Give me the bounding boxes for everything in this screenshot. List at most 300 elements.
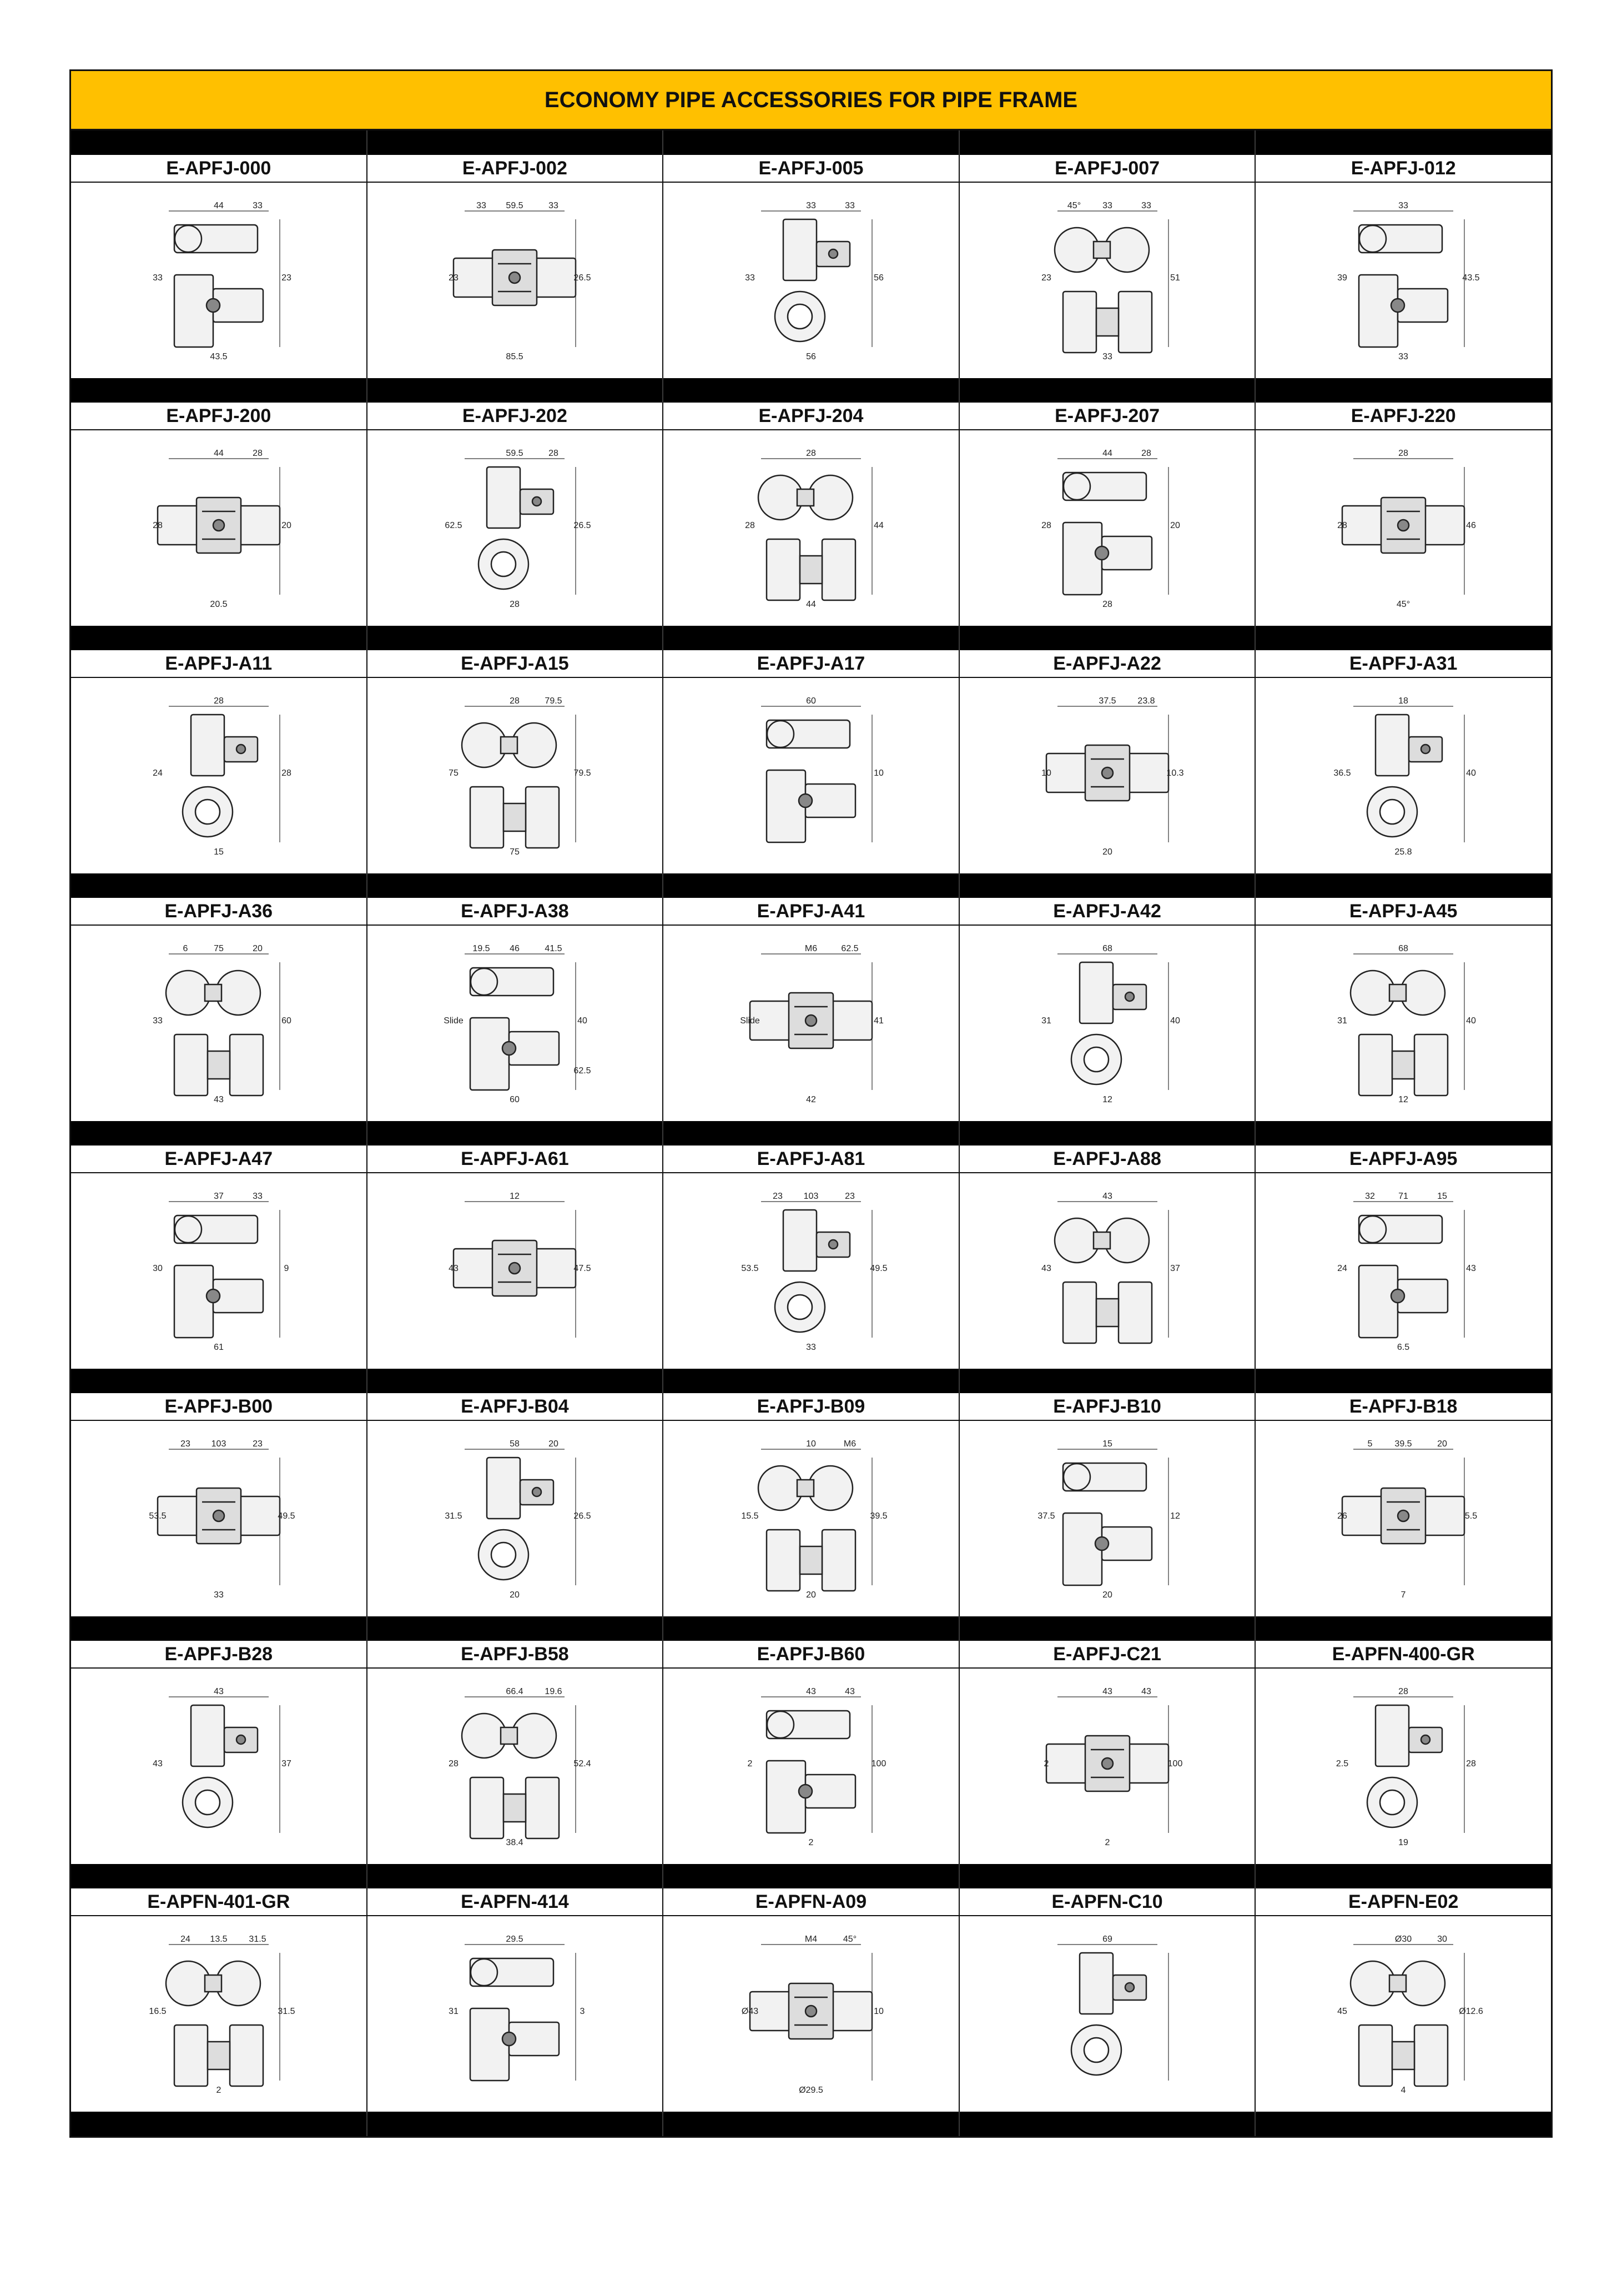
product-code: E-APFN-400-GR (1332, 1643, 1475, 1665)
product-code: E-APFJ-207 (960, 403, 1256, 429)
product-drawing-cell (367, 1916, 664, 2112)
product-code: E-APFJ-A22 (960, 650, 1256, 677)
catalog-sheet (69, 69, 1553, 2138)
dimension-label: 20 (1102, 847, 1112, 857)
product-code: E-APFJ-A42 (960, 898, 1256, 925)
dimension-label: 31.5 (249, 1935, 266, 1944)
product-code: E-APFJ-B28 (71, 1641, 367, 1667)
dimension-label: 60 (510, 1095, 520, 1104)
technical-drawing (728, 692, 894, 859)
technical-drawing (431, 1435, 598, 1602)
dimension-label: 33 (1141, 201, 1151, 210)
dimension-label: 33 (252, 201, 263, 210)
product-drawing-cell (960, 678, 1256, 873)
dimension-label: 43 (845, 1687, 855, 1696)
dimension-label: 28 (1041, 521, 1051, 530)
technical-drawing (135, 1435, 302, 1602)
dimension-label: 13.5 (210, 1935, 228, 1944)
dimension-label: 33 (806, 201, 816, 210)
technical-drawing (1024, 197, 1191, 364)
dimension-label: 33 (548, 201, 559, 210)
product-code: E-APFJ-B10 (960, 1393, 1256, 1420)
dimension-label: 28 (510, 696, 520, 706)
product-code: E-APFJ-200 (71, 403, 367, 429)
dimension-label: 18 (1398, 696, 1409, 706)
dimension-label: 39 (1337, 273, 1348, 283)
dimension-label: 33 (252, 1192, 263, 1201)
accessory-grid (71, 130, 1551, 2112)
product-drawing-cell (367, 430, 664, 626)
dimension-label: 79.5 (573, 768, 591, 778)
product-drawing-cell (1256, 183, 1551, 378)
dimension-label: 61 (213, 1343, 224, 1352)
dimension-label: 33 (845, 201, 855, 210)
dimension-label: 10 (806, 1439, 816, 1449)
dimension-label: 33 (152, 273, 163, 283)
technical-drawing (135, 692, 302, 859)
drawing-row (71, 1916, 1551, 2112)
dimension-label: 26.5 (573, 521, 591, 530)
product-drawing-cell (1256, 926, 1551, 1121)
dimension-label: 20 (806, 1590, 816, 1600)
dimension-label: 51 (1170, 273, 1180, 283)
dimension-label: 44 (213, 201, 224, 210)
drawing-row (71, 1173, 1551, 1369)
dimension-label: 59.5 (506, 201, 523, 210)
dimension-label: 62.5 (573, 1066, 591, 1076)
product-drawing-cell (663, 430, 960, 626)
product-code-row (71, 1888, 1551, 1916)
technical-drawing (728, 1931, 894, 2097)
dimension-label: 15 (213, 847, 224, 857)
technical-drawing (1024, 1435, 1191, 1602)
dimension-label: 3 (580, 2007, 585, 2016)
dimension-label: 25.8 (1394, 847, 1412, 857)
product-drawing-cell (1256, 1669, 1551, 1864)
technical-drawing (431, 1683, 598, 1850)
dimension-label: 31.5 (445, 1511, 462, 1521)
dimension-label: 2 (216, 2086, 221, 2095)
dimension-label: 28 (449, 1759, 459, 1769)
dimension-label: 59.5 (506, 449, 523, 458)
dimension-label: 24 (180, 1935, 190, 1944)
product-drawing-cell (71, 183, 367, 378)
dimension-label: 36.5 (1333, 768, 1351, 778)
dimension-label: 23 (845, 1192, 855, 1201)
dimension-label: 56 (874, 273, 884, 283)
product-drawing-cell (71, 430, 367, 626)
dimension-label: 41 (874, 1016, 884, 1026)
dimension-label: 52.4 (573, 1759, 591, 1769)
dimension-label: Slide (740, 1016, 760, 1026)
dimension-label: 43.5 (1462, 273, 1480, 283)
technical-drawing (135, 940, 302, 1107)
dimension-label: 28 (252, 449, 263, 458)
product-drawing-cell (663, 1421, 960, 1616)
product-drawing-cell (960, 430, 1256, 626)
technical-drawing (1024, 1931, 1191, 2097)
dimension-label: 23 (449, 273, 459, 283)
dimension-label: 26.5 (573, 1511, 591, 1521)
technical-drawing (135, 1188, 302, 1354)
dimension-label: 33 (806, 1343, 816, 1352)
dimension-label: 33 (1102, 201, 1112, 210)
dimension-label: 23 (281, 273, 291, 283)
dimension-label: 39.5 (870, 1511, 888, 1521)
product-code: E-APFJ-A41 (663, 898, 960, 925)
dimension-label: 46 (1466, 521, 1477, 530)
product-drawing-cell (71, 926, 367, 1121)
dimension-label: 43 (1041, 1264, 1051, 1273)
technical-drawing (1320, 1188, 1487, 1354)
dimension-label: 28 (281, 768, 291, 778)
dimension-label: 43.5 (210, 352, 228, 361)
product-drawing-cell (367, 1421, 664, 1616)
product-drawing-cell (960, 1669, 1256, 1864)
dimension-label: 43 (1466, 1264, 1477, 1273)
dimension-label: 37.5 (1037, 1511, 1055, 1521)
dimension-label: 12 (1102, 1095, 1112, 1104)
product-code: E-APFJ-A11 (71, 650, 367, 677)
drawing-row (71, 1669, 1551, 1864)
dimension-label: 33 (745, 273, 755, 283)
dimension-label: 40 (1466, 1016, 1477, 1026)
product-code: E-APFN-401-GR (71, 1888, 367, 1915)
technical-drawing (728, 940, 894, 1107)
product-code: E-APFJ-B60 (663, 1641, 960, 1667)
dimension-label: 60 (281, 1016, 291, 1026)
product-drawing-cell (663, 926, 960, 1121)
technical-drawing (1024, 1188, 1191, 1354)
dimension-label: 75 (213, 944, 224, 953)
dimension-label: 28 (548, 449, 559, 458)
dimension-label: 68 (1102, 944, 1112, 953)
technical-drawing (135, 197, 302, 364)
dimension-label: 66.4 (506, 1687, 523, 1696)
technical-drawing (135, 445, 302, 611)
dimension-label: 6.5 (1397, 1343, 1410, 1352)
dimension-label: 30 (1437, 1935, 1448, 1944)
dimension-label: 58 (510, 1439, 520, 1449)
product-drawing-cell (663, 678, 960, 873)
page-title: ECONOMY PIPE ACCESSORIES FOR PIPE FRAME (71, 71, 1551, 130)
dimension-label: 12 (1398, 1095, 1409, 1104)
technical-drawing (135, 1683, 302, 1850)
dimension-label: 28 (1466, 1759, 1477, 1769)
product-code: E-APFJ-B00 (71, 1393, 367, 1420)
technical-drawing (1024, 445, 1191, 611)
product-code: E-APFN-C10 (960, 1888, 1256, 1915)
dimension-label: 28 (213, 696, 224, 706)
dimension-label: 43 (213, 1095, 224, 1104)
drawing-row (71, 430, 1551, 626)
dimension-label: 49.5 (870, 1264, 888, 1273)
dimension-label: 20 (281, 521, 291, 530)
technical-drawing (431, 197, 598, 364)
product-drawing-cell (663, 183, 960, 378)
product-drawing-cell (71, 1421, 367, 1616)
dimension-label: 60 (806, 696, 816, 706)
dimension-label: 20 (510, 1590, 520, 1600)
product-code: E-APFJ-A88 (960, 1146, 1256, 1172)
product-code-row (71, 1641, 1551, 1669)
dimension-label: M6 (804, 944, 818, 953)
product-drawing-cell (960, 183, 1256, 378)
dimension-label: Ø12.6 (1459, 2007, 1483, 2016)
product-drawing-cell (1256, 1916, 1551, 2112)
dimension-label: 5 (1367, 1439, 1373, 1449)
technical-drawing (1320, 692, 1487, 859)
product-code: E-APFJ-204 (663, 403, 960, 429)
dimension-label: 42 (806, 1095, 816, 1104)
dimension-label: 2.5 (1336, 1759, 1349, 1769)
product-drawing-cell (71, 1173, 367, 1369)
product-code: E-APFJ-007 (960, 155, 1256, 182)
dimension-label: 4 (1401, 2086, 1406, 2095)
product-drawing-cell (367, 183, 664, 378)
product-code: E-APFJ-A81 (663, 1146, 960, 1172)
product-drawing-cell (663, 1669, 960, 1864)
product-code: E-APFN-414 (367, 1888, 664, 1915)
dimension-label: 23 (252, 1439, 263, 1449)
dimension-label: 26 (1337, 1511, 1348, 1521)
dimension-label: 20 (1170, 521, 1180, 530)
product-drawing-cell (1256, 1421, 1551, 1616)
dimension-label: 53.5 (149, 1511, 167, 1521)
dimension-label: 45° (1397, 600, 1411, 609)
technical-drawing (1320, 940, 1487, 1107)
product-code: E-APFJ-A61 (367, 1146, 664, 1172)
row-separator-band (71, 1369, 1551, 1393)
dimension-label: 43 (1141, 1687, 1151, 1696)
dimension-label: 20 (1437, 1439, 1448, 1449)
product-code: E-APFJ-A31 (1349, 652, 1458, 674)
product-code: E-APFJ-A45 (1349, 900, 1458, 922)
dimension-label: 31 (1337, 1016, 1348, 1026)
product-code-row (71, 1146, 1551, 1173)
product-code: E-APFJ-012 (1351, 157, 1456, 179)
drawing-row (71, 678, 1551, 873)
dimension-label: 56 (806, 352, 816, 361)
technical-drawing (1024, 940, 1191, 1107)
drawing-row (71, 183, 1551, 378)
dimension-label: 43 (152, 1759, 163, 1769)
dimension-label: 10 (874, 2007, 884, 2016)
dimension-label: 43 (806, 1687, 816, 1696)
dimension-label: 24 (152, 768, 163, 778)
product-drawing-cell (367, 678, 664, 873)
product-drawing-cell (960, 926, 1256, 1121)
dimension-label: 33 (1398, 352, 1409, 361)
product-code: E-APFN-E02 (1348, 1891, 1459, 1912)
dimension-label: 19.5 (472, 944, 490, 953)
product-code: E-APFJ-005 (663, 155, 960, 182)
dimension-label: 5.5 (1465, 1511, 1478, 1521)
dimension-label: 15 (1437, 1192, 1448, 1201)
dimension-label: Slide (444, 1016, 464, 1026)
technical-drawing (431, 1931, 598, 2097)
dimension-label: 28 (510, 600, 520, 609)
dimension-label: 2 (808, 1838, 814, 1847)
product-code: E-APFJ-002 (367, 155, 664, 182)
product-drawing-cell (71, 1669, 367, 1864)
dimension-label: 41.5 (545, 944, 562, 953)
dimension-label: 20 (548, 1439, 559, 1449)
dimension-label: 69 (1102, 1935, 1112, 1944)
dimension-label: 20 (1102, 1590, 1112, 1600)
dimension-label: 26.5 (573, 273, 591, 283)
dimension-label: 16.5 (149, 2007, 167, 2016)
dimension-label: 28 (1102, 600, 1112, 609)
dimension-label: 37 (281, 1759, 291, 1769)
dimension-label: 29.5 (506, 1935, 523, 1944)
product-code-row (71, 403, 1551, 430)
dimension-label: Ø43 (741, 2007, 759, 2016)
dimension-label: 44 (1102, 449, 1112, 458)
dimension-label: 68 (1398, 944, 1409, 953)
dimension-label: 31 (449, 2007, 459, 2016)
technical-drawing (1320, 445, 1487, 611)
dimension-label: 10 (874, 768, 884, 778)
dimension-label: 33 (1398, 201, 1409, 210)
product-code-row (71, 650, 1551, 678)
dimension-label: 24 (1337, 1264, 1348, 1273)
dimension-label: 15 (1102, 1439, 1112, 1449)
technical-drawing (1320, 1435, 1487, 1602)
dimension-label: 23 (773, 1192, 783, 1201)
dimension-label: 79.5 (545, 696, 562, 706)
dimension-label: 43 (1102, 1687, 1112, 1696)
product-code: E-APFJ-B04 (367, 1393, 664, 1420)
dimension-label: 103 (803, 1192, 819, 1201)
technical-drawing (135, 1931, 302, 2097)
dimension-label: 103 (211, 1439, 226, 1449)
dimension-label: 47.5 (573, 1264, 591, 1273)
technical-drawing (1320, 1683, 1487, 1850)
dimension-label: 43 (213, 1687, 224, 1696)
product-code: E-APFN-A09 (663, 1888, 960, 1915)
product-code: E-APFJ-A17 (663, 650, 960, 677)
product-code: E-APFJ-B18 (1349, 1395, 1458, 1417)
dimension-label: 7 (1401, 1590, 1406, 1600)
drawing-row (71, 1421, 1551, 1616)
product-code: E-APFJ-B58 (367, 1641, 664, 1667)
dimension-label: 31.5 (278, 2007, 295, 2016)
technical-drawing (431, 940, 598, 1107)
technical-drawing (431, 445, 598, 611)
dimension-label: 12 (510, 1192, 520, 1201)
product-drawing-cell (1256, 678, 1551, 873)
dimension-label: 44 (806, 600, 816, 609)
technical-drawing (1320, 197, 1487, 364)
dimension-label: 23 (1041, 273, 1051, 283)
dimension-label: 75 (449, 768, 459, 778)
dimension-label: 43 (1102, 1192, 1112, 1201)
technical-drawing (728, 1435, 894, 1602)
dimension-label: 62.5 (445, 521, 462, 530)
technical-drawing (431, 692, 598, 859)
dimension-label: 44 (874, 521, 884, 530)
dimension-label: 33 (476, 201, 487, 210)
row-separator-band (71, 626, 1551, 650)
dimension-label: 85.5 (506, 352, 523, 361)
dimension-label: 23.8 (1137, 696, 1155, 706)
technical-drawing (1320, 1931, 1487, 2097)
dimension-label: M6 (843, 1439, 857, 1449)
dimension-label: 33 (213, 1590, 224, 1600)
dimension-label: 45° (1067, 201, 1081, 210)
dimension-label: 45° (843, 1935, 857, 1944)
product-drawing-cell (71, 1916, 367, 2112)
dimension-label: 2 (1044, 1759, 1049, 1769)
dimension-label: 100 (1167, 1759, 1182, 1769)
dimension-label: 28 (1398, 1687, 1409, 1696)
product-drawing-cell (367, 926, 664, 1121)
dimension-label: 10 (1041, 768, 1051, 778)
dimension-label: 23 (180, 1439, 190, 1449)
product-drawing-cell (367, 1669, 664, 1864)
technical-drawing (1024, 1683, 1191, 1850)
product-drawing-cell (960, 1173, 1256, 1369)
dimension-label: 20 (252, 944, 263, 953)
dimension-label: 40 (1170, 1016, 1180, 1026)
product-code: E-APFJ-A15 (367, 650, 664, 677)
technical-drawing (728, 197, 894, 364)
dimension-label: 28 (152, 521, 163, 530)
dimension-label: 37.5 (1099, 696, 1116, 706)
dimension-label: 100 (871, 1759, 886, 1769)
dimension-label: 44 (213, 449, 224, 458)
dimension-label: 28 (806, 449, 816, 458)
dimension-label: 30 (152, 1264, 163, 1273)
product-drawing-cell (960, 1421, 1256, 1616)
dimension-label: 9 (284, 1264, 289, 1273)
technical-drawing (728, 445, 894, 611)
dimension-label: 19.6 (545, 1687, 562, 1696)
product-code: E-APFJ-C21 (960, 1641, 1256, 1667)
row-separator-band (71, 873, 1551, 898)
product-code: E-APFJ-202 (367, 403, 664, 429)
dimension-label: 45 (1337, 2007, 1348, 2016)
dimension-label: 20.5 (210, 600, 228, 609)
dimension-label: 43 (449, 1264, 459, 1273)
drawing-row (71, 926, 1551, 1121)
dimension-label: 28 (1141, 449, 1151, 458)
product-code: E-APFJ-A95 (1349, 1148, 1458, 1169)
dimension-label: 49.5 (278, 1511, 295, 1521)
dimension-label: 6 (183, 944, 188, 953)
product-code: E-APFJ-A38 (367, 898, 664, 925)
dimension-label: 62.5 (841, 944, 859, 953)
dimension-label: 33 (1102, 352, 1112, 361)
dimension-label: 33 (152, 1016, 163, 1026)
dimension-label: 37 (1170, 1264, 1180, 1273)
product-code-row (71, 898, 1551, 926)
dimension-label: 71 (1398, 1192, 1409, 1201)
dimension-label: M4 (804, 1935, 818, 1944)
dimension-label: 40 (577, 1016, 588, 1026)
dimension-label: 2 (747, 1759, 753, 1769)
row-separator-band (71, 1121, 1551, 1146)
technical-drawing (1024, 692, 1191, 859)
technical-drawing (431, 1188, 598, 1354)
dimension-label: 28 (1337, 521, 1348, 530)
product-drawing-cell (71, 678, 367, 873)
product-drawing-cell (663, 1173, 960, 1369)
dimension-label: 15.5 (741, 1511, 759, 1521)
dimension-label: 10.3 (1166, 768, 1184, 778)
dimension-label: Ø29.5 (799, 2086, 823, 2095)
